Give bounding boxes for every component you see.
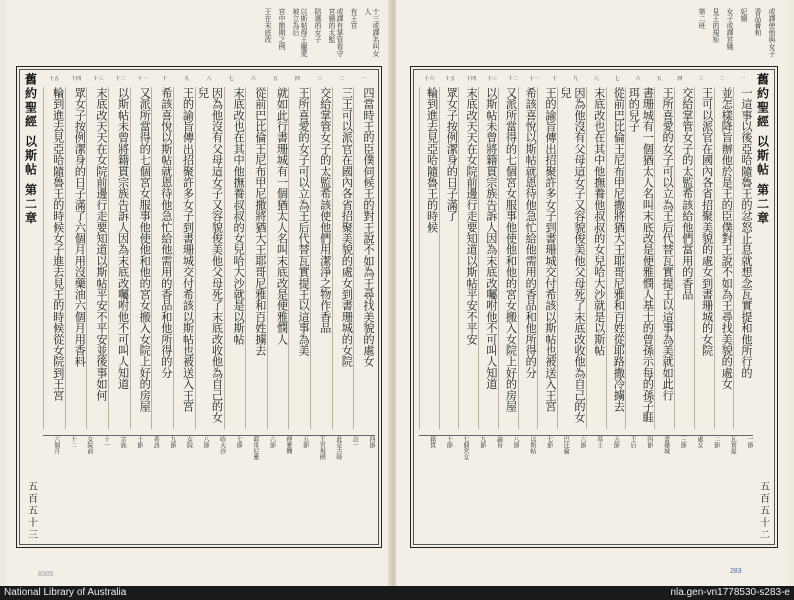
text-column: 末底改也在其中他撫養他叔叔的女兒哈大沙就是以斯帖: [586, 87, 606, 429]
gloss-note: 宗族: [119, 436, 127, 448]
gloss-note: 五節: [301, 436, 309, 448]
gloss-note: 王后: [629, 436, 637, 448]
gloss-note: 希該: [152, 436, 160, 448]
gloss-note: 哈大沙: [218, 436, 226, 454]
text-column: 以斯帖未曾將籍貫宗族告訴人因為末底改囑咐他不可叫人知道: [108, 87, 130, 429]
text-column: 末底改天天在女院前邊行走要知道以斯帖平安不平安並後事如何: [86, 87, 108, 429]
gloss-note: 七節: [545, 436, 553, 448]
text-column: 又派所當得的七個宮女服事他使他和他的宮女搬入女院上好的房屋: [498, 87, 518, 429]
text-column: 書珊城有一個猶太人名叫末底改是便雅憫人基士的曾孫示每的孫子睚珥的兒子: [625, 87, 654, 429]
footer-bar: [0, 586, 794, 600]
text-column: 輪到進去見亞哈隨魯王的時候: [419, 87, 439, 429]
gloss-note: 十二: [69, 436, 77, 448]
left-header-title: 舊約聖經 以斯帖 第二章: [23, 73, 38, 226]
text-column: 三王可以派官在國內各省招聚美貌的處女到書珊城的女院: [332, 87, 354, 429]
gloss-note: 書珊城: [662, 436, 670, 454]
text-column: 因為他沒有父母這女子又容貌俊美他父母死了末底改收他為自己的女兒: [557, 87, 586, 429]
right-text-frame: [410, 66, 778, 548]
text-column: 末底改天天在女院前邊行走要知道以斯帖平安不平安: [458, 87, 478, 429]
right-page-number: 五百五十二: [757, 481, 769, 541]
text-column: 輪到進去見亞哈隨魯王的時候女子進去見王的時候從女院到王宮: [43, 87, 65, 429]
text-column: 從前巴比倫王尼布甲尼撒將猶大王耶哥尼雅和百姓從耶路撒冷擄去: [606, 87, 626, 429]
gloss-note: 三節: [679, 436, 687, 448]
margin-note: 有王宮: [350, 8, 358, 29]
margin-note: 見王的規矩: [712, 8, 720, 43]
gloss-note: 四節: [645, 436, 653, 448]
gloss-note: 巴比倫: [562, 436, 570, 454]
gloss-note: 十節: [135, 436, 143, 448]
gloss-note: 女院: [185, 436, 193, 448]
gloss-note: 二節: [712, 436, 720, 448]
text-column: 又派所當得的七個宮女服事他使他和他的宮女搬入女院上好的房屋: [130, 87, 152, 429]
gloss-note: 瓦實提: [729, 436, 737, 454]
margin-note: 或譯有掌管看守宮嬪的太監: [328, 8, 344, 57]
right-glosses: [419, 435, 753, 540]
gloss-note: 十一: [102, 436, 110, 448]
text-column: 一這事以後亞哈隨魯王的忿怒止息就想念瓦實提和他所行的: [733, 87, 753, 429]
margin-note: 第二班: [698, 8, 706, 29]
text-column: 眾女子按例潔身的日子滿了六個月用沒藥油六個月用香料: [65, 87, 87, 429]
gloss-note: 籍貫: [428, 436, 436, 448]
text-column: 希該喜悅以斯帖就恩待他急忙給他需用的香品和他所得的分: [151, 87, 173, 429]
right-header-title: 舊約聖經 以斯帖 第二章: [755, 73, 770, 226]
footer-identifier: nla.gen-vn1778530-s283-e: [670, 587, 790, 598]
left-pencil-mark: 8305: [38, 571, 54, 578]
text-column: 交給掌管女子的太監希該給他們當用的香品: [674, 87, 694, 429]
gloss-note: 九節: [168, 436, 176, 448]
gloss-note: 六節: [268, 436, 276, 448]
margin-note: 以斯帖得王寵愛被立為后: [292, 8, 308, 57]
margin-note: 女子或譯宮娥: [726, 8, 734, 50]
gloss-note: 處女: [695, 436, 703, 448]
gloss-note: 四節: [368, 436, 375, 448]
text-column: 王的諭旨傳出招聚許多女子到書珊城交付希該以斯帖也被送入王宮: [173, 87, 195, 429]
margin-note: 十三或譯名叫女人: [364, 8, 380, 57]
left-text-frame: [16, 66, 382, 548]
text-column: 交給掌管女子的太監希該使他們用潔淨之物作香品: [310, 87, 332, 429]
margin-note: 香品膏和: [754, 8, 762, 36]
margin-note: 陪選的女子: [314, 8, 322, 43]
gloss-note: 女院前: [85, 436, 93, 454]
text-column: 眾女子按例潔身的日子滿了: [439, 87, 459, 429]
gloss-note: 以斯帖: [528, 436, 536, 454]
margin-note: 王在末底改: [264, 8, 272, 43]
left-running-header: [23, 73, 39, 541]
gloss-note: 六個月: [52, 436, 60, 454]
gloss-note: 十節: [445, 436, 453, 448]
right-main-text: [419, 87, 753, 429]
right-running-header: [755, 73, 771, 541]
text-column: 四當時王的臣僕伺候王的對王說不如為王尋找美貌的處女: [353, 87, 375, 429]
gloss-note: 便雅憫: [285, 436, 293, 454]
gloss-note: 七個宮女: [462, 436, 470, 460]
text-column: 以斯帖未曾將籍貫宗族告訴人因為末底改囑咐他不可叫人知道: [478, 87, 498, 429]
gloss-note: 五節: [612, 436, 620, 448]
text-column: 希該喜悅以斯帖就恩待他急忙給他需用的香品和他所得的分: [518, 87, 538, 429]
right-page: [396, 0, 788, 586]
text-column: 末底改也在其中他撫養叔叔的女兒哈大沙就是以斯帖: [224, 87, 246, 429]
right-margin-notes: [416, 8, 776, 60]
right-pencil-mark: 283: [730, 568, 742, 575]
gloss-note: 一節: [746, 436, 753, 448]
left-glosses: [43, 435, 375, 540]
gloss-note: 耶哥尼雅: [251, 436, 259, 460]
text-column: 因為他沒有父母這女子又容貌俊美他父母死了末底改收他為自己的女兒: [195, 87, 224, 429]
gloss-note: 註一: [351, 436, 359, 448]
text-column: 並怎樣降旨辦他於是王的臣僕對王說不如為王尋找美貌的處女: [714, 87, 734, 429]
gloss-note: 六節: [578, 436, 586, 448]
gloss-note: 九節: [478, 436, 486, 448]
text-column: 王可以派官在國內各省招聚美貌的處女到書珊城的女院: [694, 87, 714, 429]
text-column: 就如此行書珊城有一個猶太人名叫末底改是便雅憫人: [267, 87, 289, 429]
gloss-note: 八節: [512, 436, 520, 448]
text-column: 王的諭旨傳出招聚許多女子到書珊城交付希該以斯帖也被送入王宮: [537, 87, 557, 429]
left-line-numbers: 一 二 三 四 五 六 七 八 九 十 十一 十二 十三 十四 十五: [48, 76, 367, 82]
text-column: 王所喜愛的女子可以立為王后代替瓦實提王以這事為美就如此行: [654, 87, 674, 429]
footer-credit: National Library of Australia: [4, 587, 127, 598]
gloss-note: 王宮規例: [318, 436, 326, 460]
text-column: 從前巴比倫王尼布甲尼撒將猶大王耶哥尼雅和百姓擄去: [245, 87, 267, 429]
right-line-numbers: 一 二 三 四 五 六 七 八 九 十 十一 十二 十三 十四 十五 十六: [424, 76, 746, 82]
left-page-number: 五百五十三: [25, 481, 37, 541]
margin-note: 妃嬪: [740, 8, 748, 22]
left-main-text: [43, 87, 375, 429]
margin-note: 宮中節期之例: [278, 8, 286, 50]
left-margin-notes: [20, 8, 380, 60]
gloss-note: 基士: [595, 436, 603, 448]
margin-note: 或譯使他與女子: [768, 8, 776, 57]
gloss-note: 諭旨: [495, 436, 503, 448]
gloss-note: 八節: [202, 436, 210, 448]
gloss-note: 七節: [235, 436, 243, 448]
text-column: 王所喜愛的女子可以立為王后代替瓦實提王以這事為美: [288, 87, 310, 429]
left-page: [6, 0, 391, 586]
gloss-note: 此是古時: [334, 436, 342, 460]
